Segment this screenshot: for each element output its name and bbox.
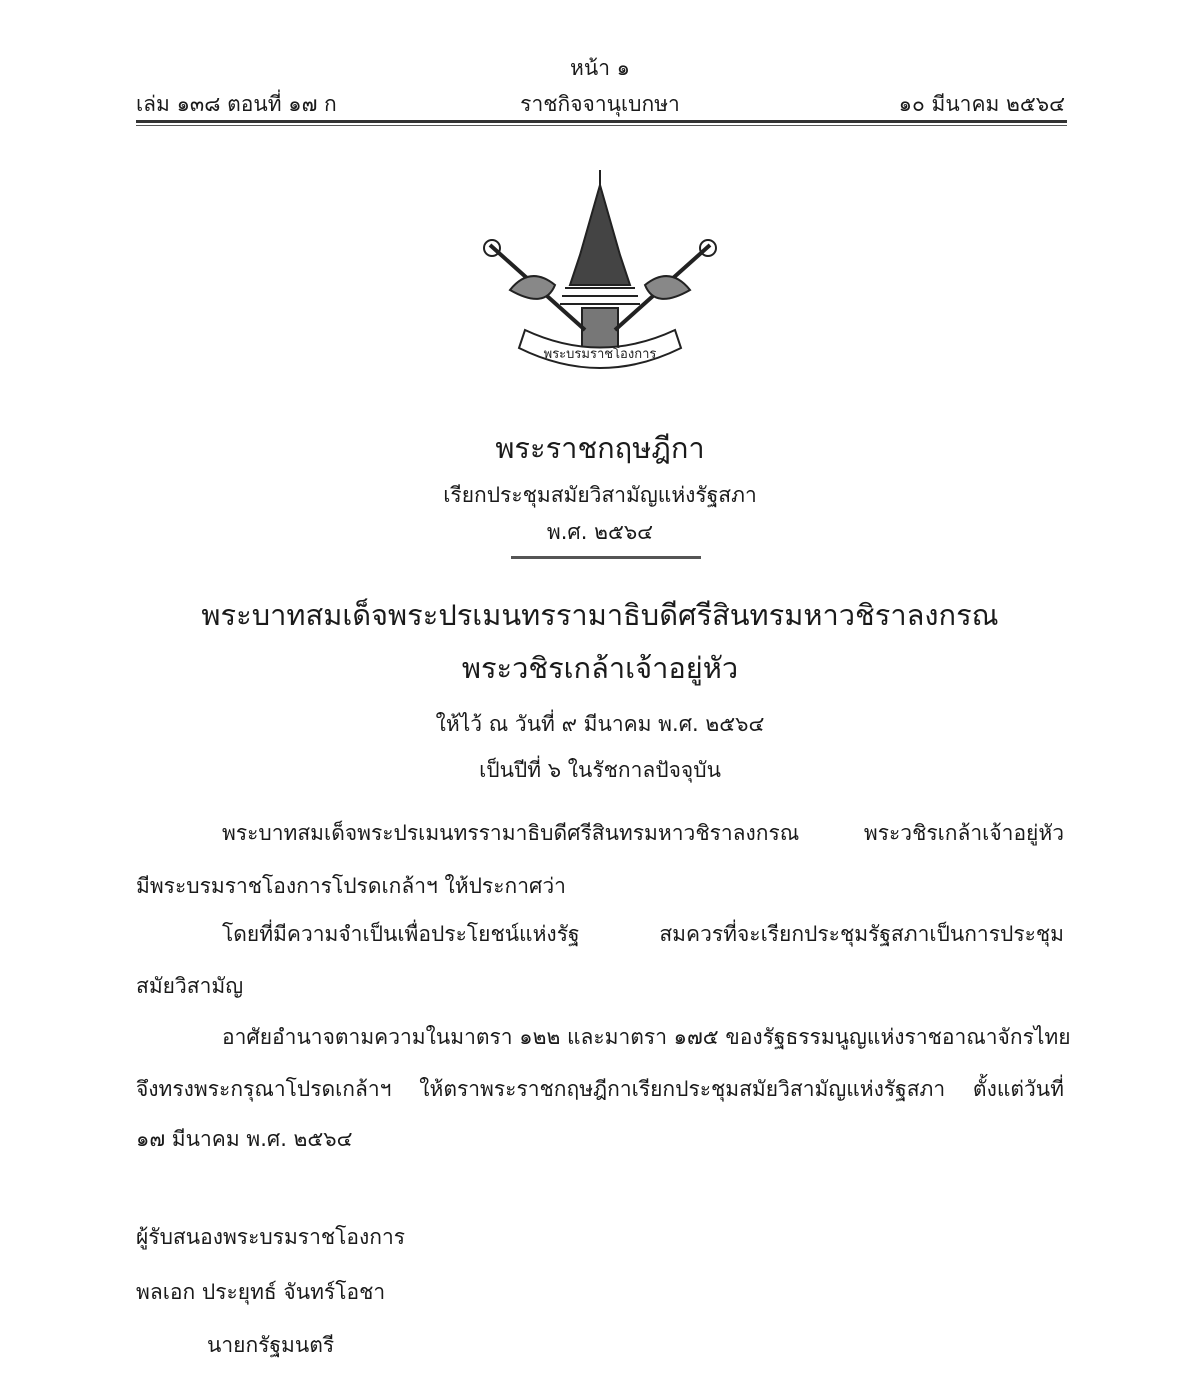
signatory-position: นายกรัฐมนตรี — [207, 1333, 335, 1357]
king-name-line1: พระบาทสมเด็จพระปรเมนทรรามาธิบดีศรีสินทรมหาวชิราลงกรณ — [201, 598, 999, 632]
body-line: มีพระบรมราชโองการโปรดเกล้าฯ ให้ประกาศว่า — [136, 874, 566, 898]
royal-seal-emblem — [470, 160, 730, 395]
king-name-line2: พระวชิรเกล้าเจ้าอยู่หัว — [461, 651, 739, 685]
title-rule — [511, 556, 701, 559]
header-rule-thin — [136, 125, 1067, 126]
reign-year: เป็นปีที่ ๖ ในรัชกาลปัจจุบัน — [479, 758, 721, 782]
body-line: ๑๗ มีนาคม พ.ศ. ๒๕๖๔ — [136, 1127, 353, 1151]
header-rule — [136, 120, 1067, 123]
countersign-label: ผู้รับสนองพระบรมราชโองการ — [136, 1225, 406, 1249]
publication-name: ราชกิจจานุเบกษา — [520, 92, 680, 116]
body-line: โดยที่มีความจำเป็นเพื่อประโยชน์แห่งรัฐ สมควรที่จะเรียกประชุมรัฐสภาเป็นการประชุม — [222, 922, 1064, 946]
body-line: สมัยวิสามัญ — [136, 974, 244, 998]
body-line: จึงทรงพระกรุณาโปรดเกล้าฯ ให้ตราพระราชกฤษฎีกาเรียกประชุมสมัยวิสามัญแห่งรัฐสภา ตั้งแต่วันที่ — [136, 1077, 1064, 1101]
publication-date: ๑๐ มีนาคม ๒๕๖๔ — [898, 92, 1065, 116]
seal-inscription: พระบรมราชโองการ — [543, 347, 657, 362]
document-year: พ.ศ. ๒๕๖๔ — [546, 520, 654, 544]
body-line: อาศัยอำนาจตามความในมาตรา ๑๒๒ และมาตรา ๑๗๕ ของรัฐธรรมนูญแห่งราชอาณาจักรไทย — [222, 1025, 1071, 1049]
volume-issue: เล่ม ๑๓๘ ตอนที่ ๑๗ ก — [136, 92, 337, 116]
page-number: หน้า ๑ — [570, 56, 630, 80]
given-date: ให้ไว้ ณ วันที่ ๙ มีนาคม พ.ศ. ๒๕๖๔ — [435, 712, 765, 736]
document-subtitle: เรียกประชุมสมัยวิสามัญแห่งรัฐสภา — [443, 483, 757, 507]
document-title: พระราชกฤษฎีกา — [495, 431, 705, 465]
signatory-name: พลเอก ประยุทธ์ จันทร์โอชา — [136, 1280, 386, 1304]
body-line: พระบาทสมเด็จพระปรเมนทรรามาธิบดีศรีสินทรมหาวชิราลงกรณ พระวชิรเกล้าเจ้าอยู่หัว — [222, 821, 1064, 845]
